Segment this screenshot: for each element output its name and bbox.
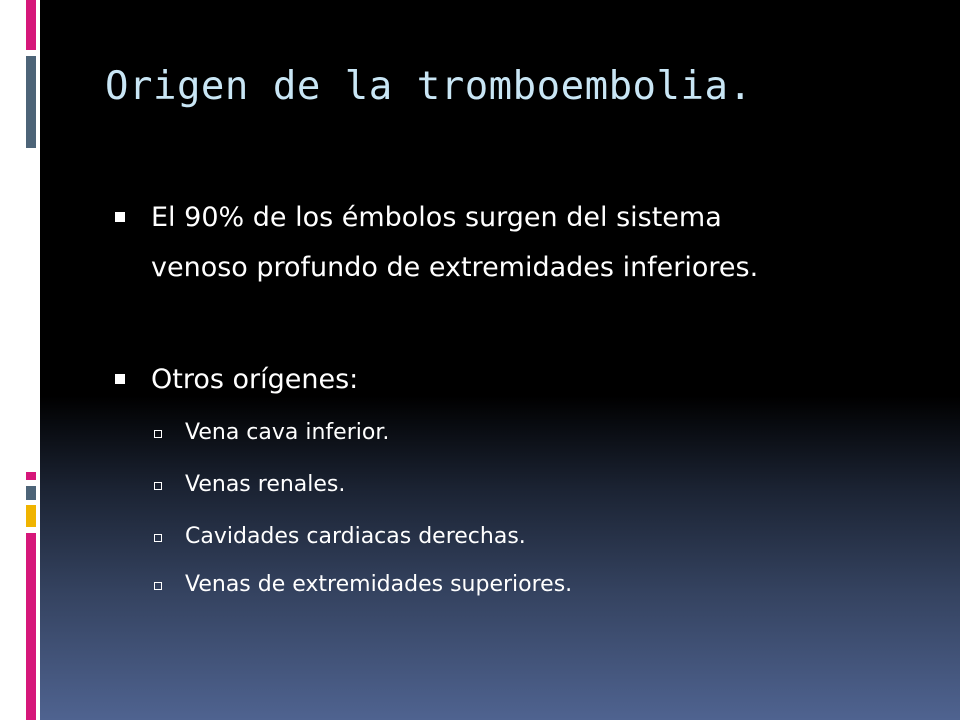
bullet-text: El 90% de los émbolos surgen del sistema	[151, 202, 722, 233]
sub-bullet-item	[154, 470, 345, 500]
bullet-item-continuation	[115, 248, 758, 288]
accent-bar-slate-top	[26, 56, 36, 148]
sub-bullet-item	[154, 418, 389, 448]
bullet-text: Otros orígenes:	[151, 364, 359, 395]
sub-bullet-text: Venas de extremidades superiores.	[185, 572, 573, 597]
sub-bullet-text: Venas renales.	[185, 472, 346, 497]
bullet-item	[115, 360, 358, 400]
sub-bullet-text: Cavidades cardiacas derechas.	[185, 524, 526, 549]
hollow-square-bullet-icon	[154, 534, 162, 542]
sub-bullet-text: Vena cava inferior.	[185, 420, 390, 445]
accent-bar-magenta-long	[26, 533, 36, 720]
slide-title: Origen de la tromboembolia.	[105, 64, 753, 109]
hollow-square-bullet-icon	[154, 582, 162, 590]
hollow-square-bullet-icon	[154, 482, 162, 490]
accent-bar-slate-1	[26, 486, 36, 500]
sub-bullet-item	[154, 522, 526, 552]
square-bullet-icon	[115, 374, 125, 384]
accent-bar-magenta-1	[26, 472, 36, 480]
accent-bar-magenta-top	[26, 0, 36, 50]
square-bullet-icon	[115, 212, 125, 222]
sub-bullet-item	[154, 570, 572, 600]
hollow-square-bullet-icon	[154, 430, 162, 438]
bullet-text: venoso profundo de extremidades inferiores.	[151, 252, 759, 283]
accent-bar-yellow	[26, 505, 36, 527]
bullet-item	[115, 198, 722, 238]
